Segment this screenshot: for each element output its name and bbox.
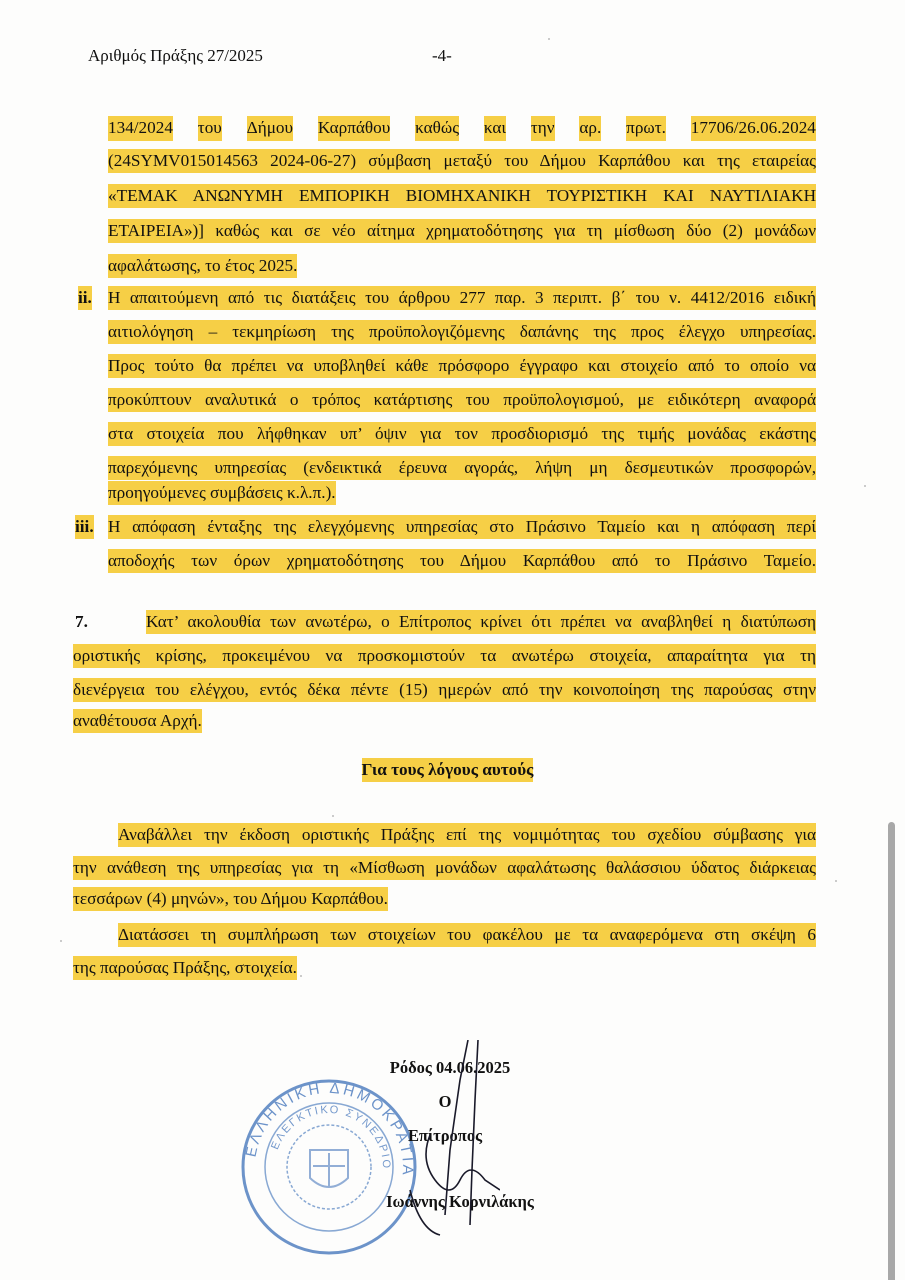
text-word: καθώς <box>415 116 459 141</box>
text-line: (24SYMV015014563 2024-06-27) σύμβαση μεταξύ του Δήμου Καρπάθου και της εταιρείας <box>108 151 816 171</box>
text-line: Διατάσσει τη συμπλήρωση των στοιχείων του φακέλου με τα αναφερόμενα στη σκέψη 6 <box>118 925 816 945</box>
list-marker: iii. <box>75 517 94 537</box>
text-line: Η απαιτούμενη από τις διατάξεις του άρθρου 277 παρ. 3 περιπτ. β΄ του ν. 4412/2016 ειδική <box>108 288 816 308</box>
text-line: παρεχόμενης υπηρεσίας (ενδεικτικά έρευνα αγοράς, λήψη μη δεσμευτικών προσφορών, <box>108 458 816 478</box>
text-word: αρ. <box>579 116 601 141</box>
text-word: 17706/26.06.2024 <box>691 116 816 141</box>
scan-speck <box>548 38 550 40</box>
coat-of-arms-icon <box>310 1150 348 1187</box>
text-line: Προς τούτο θα πρέπει να υποβληθεί κάθε πρόσφορο έγγραφο και στοιχείο από το οποίο να <box>108 356 816 376</box>
scan-speck <box>835 880 837 882</box>
text-line: προκύπτουν αναλυτικά ο τρόπος κατάρτισης του προϋπολογισμού, με ειδικότερη αναφορά <box>108 390 816 410</box>
text-word: την <box>531 116 555 141</box>
act-number: Αριθμός Πράξης 27/2025 <box>88 46 263 65</box>
stamp-outer-text: ΕΛΛΗΝΙΚΗ ΔΗΜΟΚΡΑΤΙΑ <box>242 1079 417 1179</box>
text-word: Δήμου <box>247 116 293 141</box>
text-word: του <box>198 116 222 141</box>
scan-speck <box>60 940 62 942</box>
signatory-name: Ιωάννης Κορνιλάκης <box>386 1192 534 1211</box>
page-number: -4- <box>432 46 452 65</box>
scan-speck <box>332 815 334 817</box>
text-line: αποδοχής των όρων χρηματοδότησης του Δήμου Καρπάθου από το Πράσινο Ταμείο. <box>108 551 816 571</box>
section-heading: Για τους λόγους αυτούς <box>0 760 900 780</box>
text-line: προηγούμενες συμβάσεις κ.λ.π.). <box>108 483 336 503</box>
scan-speck <box>864 485 866 487</box>
paragraph-number: 7. <box>75 612 88 631</box>
text-word: πρωτ. <box>626 116 666 141</box>
handwritten-signature <box>390 1040 500 1250</box>
text-line: της παρούσας Πράξης, στοιχεία. <box>73 958 297 978</box>
text-word: Καρπάθου <box>318 116 390 141</box>
text-line: αναθέτουσα Αρχή. <box>73 711 202 731</box>
place-date: Ρόδος 04.06.2025 <box>389 1058 511 1077</box>
list-marker: ii. <box>78 288 92 308</box>
signatory-article: Ο <box>438 1092 452 1111</box>
text-line: «ΤΕΜΑΚ ΑΝΩΝΥΜΗ ΕΜΠΟΡΙΚΗ ΒΙΟΜΗΧΑΝΙΚΗ ΤΟΥΡΙΣΤΙΚΗ ΚΑΙ ΝΑΥΤΙΛΙΑΚΗ <box>108 186 816 206</box>
text-line: αφαλάτωσης, το έτος 2025. <box>108 256 297 276</box>
text-line: διενέργεια του ελέγχου, εντός δέκα πέντε (15) ημερών από την κοινοποίηση της παρούσας στην <box>73 680 816 700</box>
text-line <box>108 116 816 141</box>
text-line: Αναβάλλει την έκδοση οριστικής Πράξης επί της νομιμότητας του σχεδίου σύμβασης για <box>118 825 816 845</box>
text-line: ΕΤΑΙΡΕΙΑ»)] καθώς και σε νέο αίτημα χρηματοδότησης για τη μίσθωση δύο (2) μονάδων <box>108 221 816 241</box>
signatory-title: Επίτροπος <box>407 1126 483 1145</box>
text-line: τεσσάρων (4) μηνών», του Δήμου Καρπάθου. <box>73 889 388 909</box>
text-line: την ανάθεση της υπηρεσίας για τη «Μίσθωση μονάδων αφαλάτωσης θαλάσσιου ύδατος διάρκειας <box>73 858 816 878</box>
text-line: αιτιολόγηση – τεκμηρίωση της προϋπολογιζόμενης δαπάνης της προς έλεγχο υπηρεσίας. <box>108 322 816 342</box>
text-word: 134/2024 <box>108 116 173 141</box>
scan-speck <box>300 975 302 977</box>
text-line: οριστικής κρίσης, προκειμένου να προσκομιστούν τα ανωτέρω στοιχεία, απαραίτητα για τη <box>73 646 816 666</box>
text-line: Κατ’ ακολουθία των ανωτέρω, ο Επίτροπος κρίνει ότι πρέπει να αναβληθεί η διατύπωση <box>146 612 816 632</box>
text-word: και <box>484 116 506 141</box>
text-line: Η απόφαση ένταξης της ελεγχόμενης υπηρεσίας στο Πράσινο Ταμείο και η απόφαση περί <box>108 517 816 537</box>
vertical-scrollbar[interactable] <box>888 822 895 1280</box>
text-line: στα στοιχεία που λήφθηκαν υπ’ όψιν για τον προσδιορισμό της τιμής μονάδας εκάστης <box>108 424 816 444</box>
stamp-inner-text: ΕΛΕΓΚΤΙΚΟ ΣΥΝΕΔΡΙΟ <box>269 1103 393 1171</box>
